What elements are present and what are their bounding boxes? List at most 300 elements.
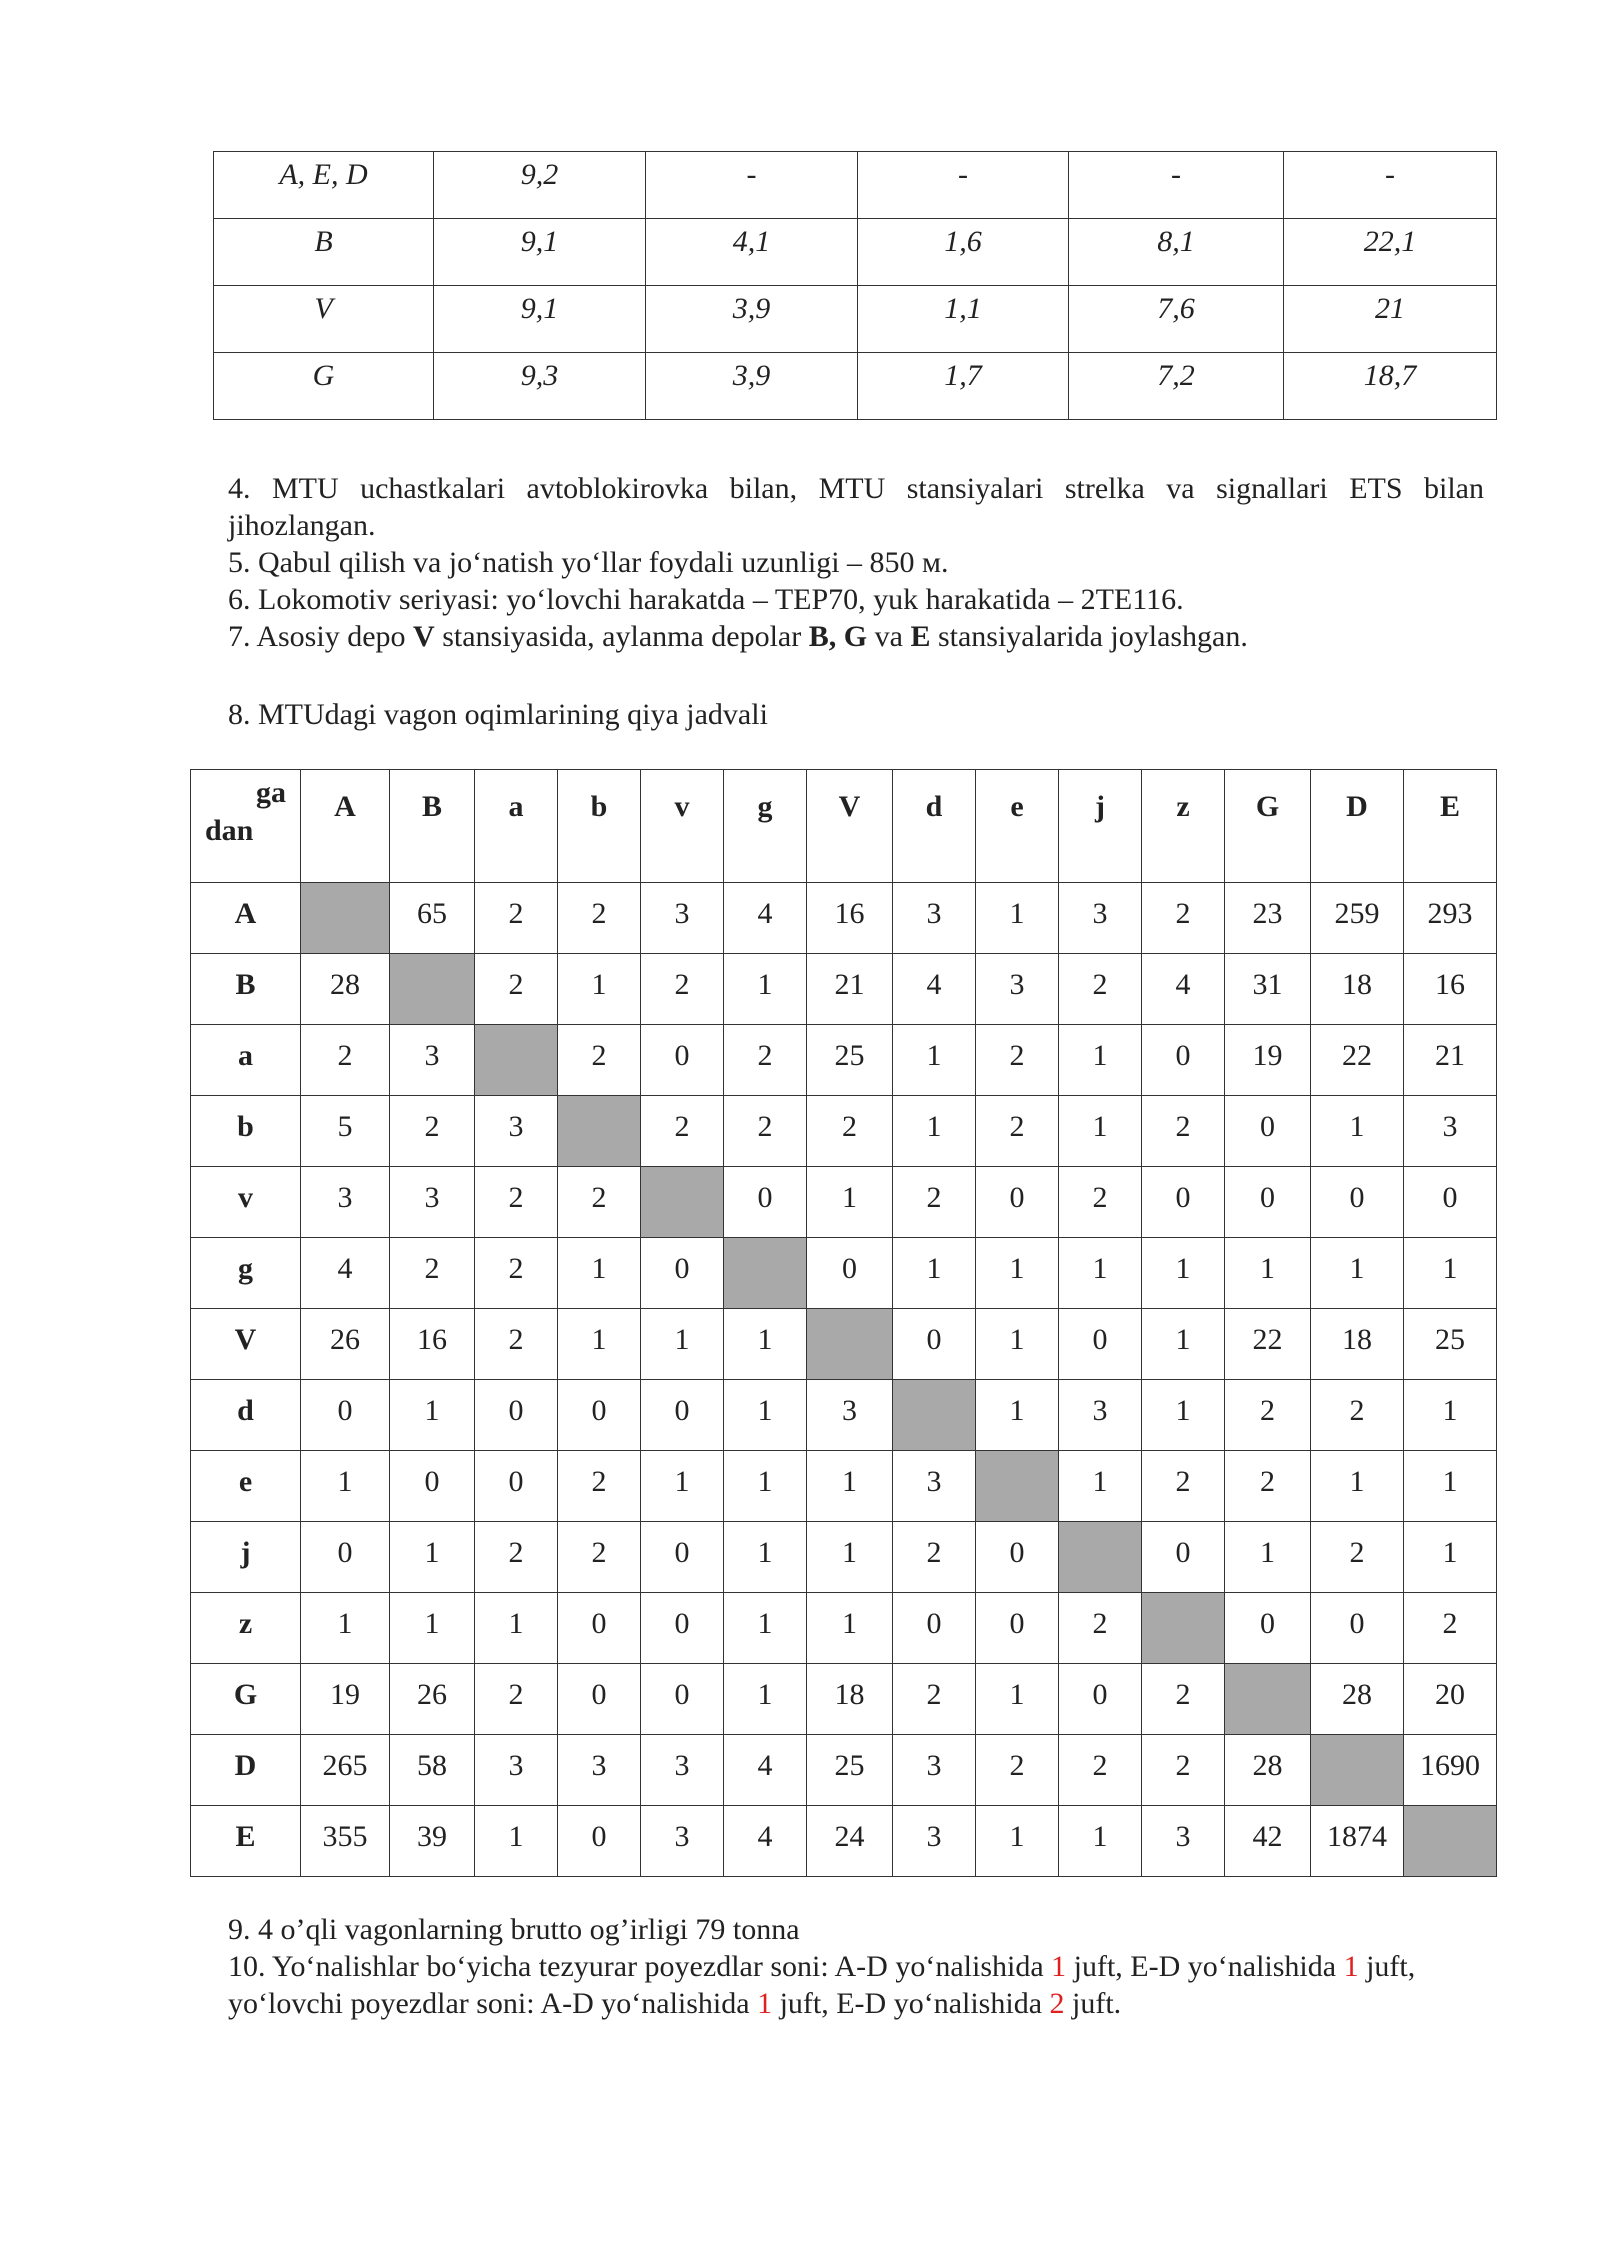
matrix-cell: 19 [1225, 1025, 1311, 1096]
matrix-cell: 293 [1404, 883, 1497, 954]
matrix-cell: 4 [893, 954, 976, 1025]
matrix-cell: 3 [893, 1735, 976, 1806]
matrix-cell: 0 [641, 1238, 724, 1309]
matrix-cell: 0 [475, 1451, 558, 1522]
matrix-cell: 1 [976, 883, 1059, 954]
matrix-cell: 0 [724, 1167, 807, 1238]
matrix-cell: 1 [1404, 1238, 1497, 1309]
matrix-cell: 3 [893, 883, 976, 954]
matrix-cell: 42 [1225, 1806, 1311, 1877]
note-10b-text: yo‘lovchi poyezdlar soni: A-D yo‘nalishida [228, 1987, 758, 2020]
matrix-column-header: v [641, 770, 724, 883]
matrix-corner-cell [191, 770, 301, 883]
matrix-cell: 1 [807, 1451, 893, 1522]
matrix-row-header: a [191, 1025, 301, 1096]
matrix-diagonal-cell [724, 1238, 807, 1309]
matrix-cell: 2 [1142, 1451, 1225, 1522]
matrix-cell: 1 [724, 1309, 807, 1380]
matrix-cell: 2 [1059, 954, 1142, 1025]
matrix-cell: 0 [1059, 1309, 1142, 1380]
matrix-cell: 1 [976, 1309, 1059, 1380]
matrix-cell: 1 [1142, 1309, 1225, 1380]
matrix-cell: 0 [475, 1380, 558, 1451]
matrix-row-header: g [191, 1238, 301, 1309]
matrix-cell: 1 [893, 1025, 976, 1096]
matrix-cell: 0 [301, 1522, 390, 1593]
matrix-cell: 1 [1404, 1522, 1497, 1593]
matrix-header-row [191, 770, 1497, 883]
matrix-cell: 2 [893, 1167, 976, 1238]
matrix-cell: 18 [1311, 1309, 1404, 1380]
matrix-cell: 0 [641, 1025, 724, 1096]
matrix-cell: 1 [641, 1309, 724, 1380]
matrix-cell: 16 [807, 883, 893, 954]
matrix-cell: 3 [807, 1380, 893, 1451]
matrix-cell: 2 [558, 1167, 641, 1238]
matrix-column-header: E [1404, 770, 1497, 883]
note-5: 5. Qabul qilish va jo‘natish yo‘llar foydali uzunligi – 850 м. [228, 546, 949, 579]
matrix-cell: 1 [807, 1167, 893, 1238]
matrix-cell: 0 [641, 1522, 724, 1593]
matrix-row-header: b [191, 1096, 301, 1167]
matrix-cell: 1 [724, 1664, 807, 1735]
matrix-cell: 0 [558, 1380, 641, 1451]
matrix-cell: 18 [1311, 954, 1404, 1025]
speed-table-station-cell: B [214, 219, 434, 286]
matrix-cell: 2 [976, 1735, 1059, 1806]
matrix-cell: 1 [1311, 1451, 1404, 1522]
matrix-cell: 2 [1059, 1167, 1142, 1238]
matrix-cell: 58 [390, 1735, 475, 1806]
matrix-cell: 2 [390, 1096, 475, 1167]
section-8-title: 8. MTUdagi vagon oqimlarining qiya jadvali [228, 698, 768, 731]
matrix-cell: 2 [724, 1096, 807, 1167]
speed-table-cell: 7,6 [1069, 286, 1284, 353]
matrix-cell: 2 [558, 1451, 641, 1522]
matrix-cell: 265 [301, 1735, 390, 1806]
matrix-cell: 3 [390, 1025, 475, 1096]
matrix-cell: 28 [1311, 1664, 1404, 1735]
matrix-cell: 0 [976, 1522, 1059, 1593]
matrix-cell: 3 [893, 1806, 976, 1877]
matrix-cell: 1 [1142, 1238, 1225, 1309]
notes-block-a [228, 470, 1484, 655]
matrix-cell: 5 [301, 1096, 390, 1167]
matrix-cell: 2 [1059, 1735, 1142, 1806]
matrix-cell: 2 [558, 883, 641, 954]
matrix-column-header: D [1311, 770, 1404, 883]
matrix-column-header: e [976, 770, 1059, 883]
speed-table-row [214, 152, 1497, 219]
note-10-text: 10. Yo‘nalishlar bo‘yicha tezyurar poyezdlar soni: A-D yo‘nalishida [228, 1950, 1052, 1983]
matrix-cell: 2 [1225, 1380, 1311, 1451]
matrix-cell: 18 [807, 1664, 893, 1735]
matrix-row [191, 1380, 1497, 1451]
note-10-number: 1 [1051, 1950, 1067, 1983]
note-7-bold: B, G [808, 620, 868, 653]
matrix-cell: 3 [390, 1167, 475, 1238]
matrix-row-header: E [191, 1806, 301, 1877]
speed-table-row [214, 286, 1497, 353]
note-10b-number: 2 [1049, 1987, 1065, 2020]
matrix-diagonal-cell [1142, 1593, 1225, 1664]
matrix-cell: 0 [976, 1167, 1059, 1238]
matrix-cell: 0 [641, 1664, 724, 1735]
matrix-diagonal-cell [1059, 1522, 1142, 1593]
matrix-row [191, 1309, 1497, 1380]
matrix-cell: 3 [475, 1096, 558, 1167]
matrix-cell: 2 [475, 954, 558, 1025]
speed-table-cell: 18,7 [1284, 353, 1497, 420]
matrix-cell: 1 [1059, 1025, 1142, 1096]
matrix-cell: 1 [976, 1664, 1059, 1735]
matrix-row [191, 1522, 1497, 1593]
matrix-column-header: d [893, 770, 976, 883]
matrix-cell: 0 [1142, 1522, 1225, 1593]
matrix-row-header: d [191, 1380, 301, 1451]
matrix-cell: 1 [724, 1451, 807, 1522]
matrix-cell: 3 [558, 1735, 641, 1806]
note-7-text: stansiyasida, aylanma depolar [434, 620, 809, 653]
matrix-cell: 2 [1142, 1096, 1225, 1167]
matrix-cell: 0 [558, 1664, 641, 1735]
matrix-cell: 1 [1404, 1451, 1497, 1522]
matrix-diagonal-cell [807, 1309, 893, 1380]
speed-table-station-cell: V [214, 286, 434, 353]
matrix-cell: 259 [1311, 883, 1404, 954]
matrix-cell: 4 [724, 1735, 807, 1806]
note-7-bold: E [910, 620, 931, 653]
matrix-cell: 3 [1059, 883, 1142, 954]
matrix-cell: 2 [1311, 1522, 1404, 1593]
speed-table-cell: 8,1 [1069, 219, 1284, 286]
matrix-cell: 0 [641, 1593, 724, 1664]
matrix-cell: 0 [1225, 1167, 1311, 1238]
matrix-cell: 22 [1225, 1309, 1311, 1380]
matrix-cell: 1 [475, 1806, 558, 1877]
matrix-diagonal-cell [301, 883, 390, 954]
speed-table-cell: - [646, 152, 858, 219]
matrix-cell: 2 [1311, 1380, 1404, 1451]
matrix-row-header: e [191, 1451, 301, 1522]
matrix-cell: 4 [1142, 954, 1225, 1025]
matrix-cell: 3 [641, 1735, 724, 1806]
matrix-cell: 1 [724, 1593, 807, 1664]
speed-table-cell: 4,1 [646, 219, 858, 286]
note-7-bold: V [413, 620, 435, 653]
matrix-cell: 1 [807, 1593, 893, 1664]
speed-table-station-cell: A, E, D [214, 152, 434, 219]
matrix-column-header: z [1142, 770, 1225, 883]
matrix-cell: 3 [1059, 1380, 1142, 1451]
matrix-cell: 22 [1311, 1025, 1404, 1096]
note-7-text: 7. Asosiy depo [228, 620, 414, 653]
note-6: 6. Lokomotiv seriyasi: yo‘lovchi harakatda – TEP70, yuk harakatida – 2TE116. [228, 583, 1184, 616]
matrix-row-header: G [191, 1664, 301, 1735]
matrix-cell: 21 [807, 954, 893, 1025]
note-7 [228, 618, 1484, 655]
matrix-cell: 1 [893, 1096, 976, 1167]
matrix-column-header: g [724, 770, 807, 883]
matrix-cell: 0 [976, 1593, 1059, 1664]
matrix-cell: 2 [1059, 1593, 1142, 1664]
speed-table-cell: 7,2 [1069, 353, 1284, 420]
speed-table-row [214, 353, 1497, 420]
matrix-cell: 0 [558, 1806, 641, 1877]
matrix-cell: 1 [1311, 1238, 1404, 1309]
matrix-row [191, 1238, 1497, 1309]
matrix-cell: 28 [1225, 1735, 1311, 1806]
matrix-cell: 0 [807, 1238, 893, 1309]
matrix-cell: 1 [390, 1593, 475, 1664]
matrix-cell: 0 [1311, 1593, 1404, 1664]
note-9: 9. 4 o’qli vagonlarning brutto og’irligi 79 tonna [228, 1913, 800, 1946]
note-10-text: juft, [1358, 1950, 1416, 1983]
matrix-cell: 1874 [1311, 1806, 1404, 1877]
matrix-cell: 0 [301, 1380, 390, 1451]
matrix-cell: 1 [976, 1380, 1059, 1451]
matrix-cell: 1 [301, 1593, 390, 1664]
matrix-cell: 2 [641, 1096, 724, 1167]
matrix-cell: 1 [558, 1309, 641, 1380]
matrix-cell: 2 [301, 1025, 390, 1096]
matrix-cell: 1 [1225, 1238, 1311, 1309]
matrix-cell: 20 [1404, 1664, 1497, 1735]
matrix-cell: 1 [724, 1380, 807, 1451]
matrix-row-header: V [191, 1309, 301, 1380]
note-7-text: stansiyalarida joylashgan. [930, 620, 1248, 653]
matrix-cell: 16 [1404, 954, 1497, 1025]
matrix-cell: 2 [976, 1025, 1059, 1096]
matrix-column-header: V [807, 770, 893, 883]
wagon-flow-matrix [190, 769, 1497, 1877]
matrix-cell: 1 [475, 1593, 558, 1664]
speed-table-cell: 1,1 [858, 286, 1069, 353]
matrix-cell: 26 [301, 1309, 390, 1380]
matrix-cell: 25 [807, 1025, 893, 1096]
matrix-cell: 0 [893, 1309, 976, 1380]
matrix-cell: 2 [558, 1025, 641, 1096]
matrix-cell: 23 [1225, 883, 1311, 954]
matrix-cell: 1 [1059, 1096, 1142, 1167]
matrix-diagonal-cell [976, 1451, 1059, 1522]
speed-table-row [214, 219, 1497, 286]
matrix-cell: 1 [390, 1380, 475, 1451]
matrix-cell: 3 [475, 1735, 558, 1806]
matrix-cell: 25 [807, 1735, 893, 1806]
matrix-diagonal-cell [475, 1025, 558, 1096]
matrix-cell: 1 [558, 954, 641, 1025]
matrix-diagonal-cell [641, 1167, 724, 1238]
note-10b-text: juft. [1064, 1987, 1122, 2020]
matrix-row [191, 883, 1497, 954]
matrix-cell: 2 [475, 1309, 558, 1380]
matrix-cell: 1 [976, 1806, 1059, 1877]
matrix-cell: 1 [390, 1522, 475, 1593]
matrix-row-header: v [191, 1167, 301, 1238]
matrix-cell: 0 [558, 1593, 641, 1664]
speed-table-cell: 21 [1284, 286, 1497, 353]
matrix-body [191, 770, 1497, 1877]
matrix-cell: 0 [1225, 1096, 1311, 1167]
matrix-cell: 21 [1404, 1025, 1497, 1096]
speed-table-cell: 1,6 [858, 219, 1069, 286]
matrix-cell: 2 [807, 1096, 893, 1167]
matrix-cell: 1 [558, 1238, 641, 1309]
matrix-cell: 4 [724, 1806, 807, 1877]
matrix-cell: 2 [390, 1238, 475, 1309]
matrix-cell: 1 [724, 1522, 807, 1593]
matrix-cell: 1 [724, 954, 807, 1025]
matrix-cell: 2 [1142, 883, 1225, 954]
corner-label-to: ga [256, 776, 286, 809]
matrix-cell: 2 [475, 883, 558, 954]
speed-table-cell: - [1284, 152, 1497, 219]
matrix-cell: 1 [1059, 1451, 1142, 1522]
matrix-cell: 3 [641, 1806, 724, 1877]
matrix-cell: 2 [724, 1025, 807, 1096]
matrix-cell: 1 [1404, 1380, 1497, 1451]
matrix-cell: 2 [641, 954, 724, 1025]
matrix-cell: 19 [301, 1664, 390, 1735]
matrix-column-header: G [1225, 770, 1311, 883]
speed-table-body [214, 152, 1497, 420]
matrix-cell: 3 [893, 1451, 976, 1522]
matrix-cell: 0 [390, 1451, 475, 1522]
matrix-cell: 2 [475, 1238, 558, 1309]
matrix-row [191, 1025, 1497, 1096]
matrix-cell: 25 [1404, 1309, 1497, 1380]
matrix-cell: 1 [301, 1451, 390, 1522]
matrix-row-header: j [191, 1522, 301, 1593]
matrix-cell: 0 [1059, 1664, 1142, 1735]
matrix-cell: 1 [1225, 1522, 1311, 1593]
matrix-column-header: b [558, 770, 641, 883]
note-7-text: va [867, 620, 911, 653]
matrix-row-header: z [191, 1593, 301, 1664]
matrix-cell: 3 [1404, 1096, 1497, 1167]
matrix-cell: 2 [558, 1522, 641, 1593]
matrix-column-header: B [390, 770, 475, 883]
matrix-cell: 0 [893, 1593, 976, 1664]
matrix-diagonal-cell [558, 1096, 641, 1167]
matrix-cell: 0 [1142, 1025, 1225, 1096]
matrix-cell: 2 [893, 1664, 976, 1735]
speed-table-cell: 9,3 [434, 353, 646, 420]
speed-table-cell: 9,2 [434, 152, 646, 219]
matrix-cell: 3 [1142, 1806, 1225, 1877]
matrix-row [191, 1593, 1497, 1664]
matrix-cell: 355 [301, 1806, 390, 1877]
matrix-cell: 4 [301, 1238, 390, 1309]
matrix-cell: 2 [1142, 1735, 1225, 1806]
matrix-row-header: B [191, 954, 301, 1025]
matrix-column-header: j [1059, 770, 1142, 883]
note-10 [228, 1948, 1484, 1985]
matrix-row [191, 1096, 1497, 1167]
speed-table [213, 151, 1497, 420]
speed-table-cell: - [1069, 152, 1284, 219]
note-10b-number: 1 [757, 1987, 773, 2020]
matrix-cell: 2 [475, 1167, 558, 1238]
matrix-cell: 24 [807, 1806, 893, 1877]
notes-block-b [228, 1911, 1484, 2022]
matrix-cell: 31 [1225, 954, 1311, 1025]
matrix-row [191, 1806, 1497, 1877]
matrix-column-header: A [301, 770, 390, 883]
speed-table-station-cell: G [214, 353, 434, 420]
matrix-cell: 16 [390, 1309, 475, 1380]
matrix-diagonal-cell [1404, 1806, 1497, 1877]
corner-label-from: dan [205, 814, 254, 847]
note-10b-text: juft, E-D yo‘nalishida [772, 1987, 1050, 2020]
speed-table-cell: 9,1 [434, 219, 646, 286]
matrix-cell: 1 [893, 1238, 976, 1309]
matrix-cell: 0 [1225, 1593, 1311, 1664]
matrix-row [191, 1167, 1497, 1238]
matrix-diagonal-cell [390, 954, 475, 1025]
matrix-row [191, 1451, 1497, 1522]
matrix-cell: 4 [724, 883, 807, 954]
matrix-cell: 2 [475, 1664, 558, 1735]
speed-table-cell: - [858, 152, 1069, 219]
matrix-row [191, 954, 1497, 1025]
matrix-diagonal-cell [1311, 1735, 1404, 1806]
matrix-cell: 2 [1142, 1664, 1225, 1735]
matrix-cell: 39 [390, 1806, 475, 1877]
speed-table-cell: 1,7 [858, 353, 1069, 420]
matrix-cell: 1 [807, 1522, 893, 1593]
matrix-cell: 3 [641, 883, 724, 954]
matrix-cell: 28 [301, 954, 390, 1025]
note-10-passenger [228, 1985, 1484, 2022]
matrix-cell: 65 [390, 883, 475, 954]
matrix-cell: 2 [976, 1096, 1059, 1167]
speed-table-cell: 9,1 [434, 286, 646, 353]
matrix-cell: 1 [641, 1451, 724, 1522]
matrix-cell: 3 [976, 954, 1059, 1025]
matrix-diagonal-cell [893, 1380, 976, 1451]
matrix-cell: 0 [641, 1380, 724, 1451]
speed-table-cell: 3,9 [646, 286, 858, 353]
matrix-cell: 1 [1142, 1380, 1225, 1451]
matrix-cell: 0 [1311, 1167, 1404, 1238]
matrix-row [191, 1664, 1497, 1735]
matrix-cell: 3 [301, 1167, 390, 1238]
matrix-row-header: D [191, 1735, 301, 1806]
note-10-number: 1 [1343, 1950, 1359, 1983]
matrix-row [191, 1735, 1497, 1806]
speed-table-cell: 3,9 [646, 353, 858, 420]
matrix-cell: 2 [893, 1522, 976, 1593]
matrix-cell: 1 [1059, 1806, 1142, 1877]
matrix-cell: 0 [1142, 1167, 1225, 1238]
matrix-cell: 1 [976, 1238, 1059, 1309]
matrix-cell: 2 [1404, 1593, 1497, 1664]
matrix-cell: 26 [390, 1664, 475, 1735]
matrix-diagonal-cell [1225, 1664, 1311, 1735]
matrix-row-header: A [191, 883, 301, 954]
matrix-cell: 1 [1311, 1096, 1404, 1167]
matrix-cell: 2 [475, 1522, 558, 1593]
matrix-column-header: a [475, 770, 558, 883]
matrix-cell: 1 [1059, 1238, 1142, 1309]
note-10-text: juft, E-D yo‘nalishida [1066, 1950, 1344, 1983]
matrix-cell: 1690 [1404, 1735, 1497, 1806]
speed-table-cell: 22,1 [1284, 219, 1497, 286]
note-4: 4. MTU uchastkalari avtoblokirovka bilan, MTU stansiyalari strelka va signallari ETS bilan jihozlangan. [228, 472, 1484, 542]
matrix-cell: 0 [1404, 1167, 1497, 1238]
